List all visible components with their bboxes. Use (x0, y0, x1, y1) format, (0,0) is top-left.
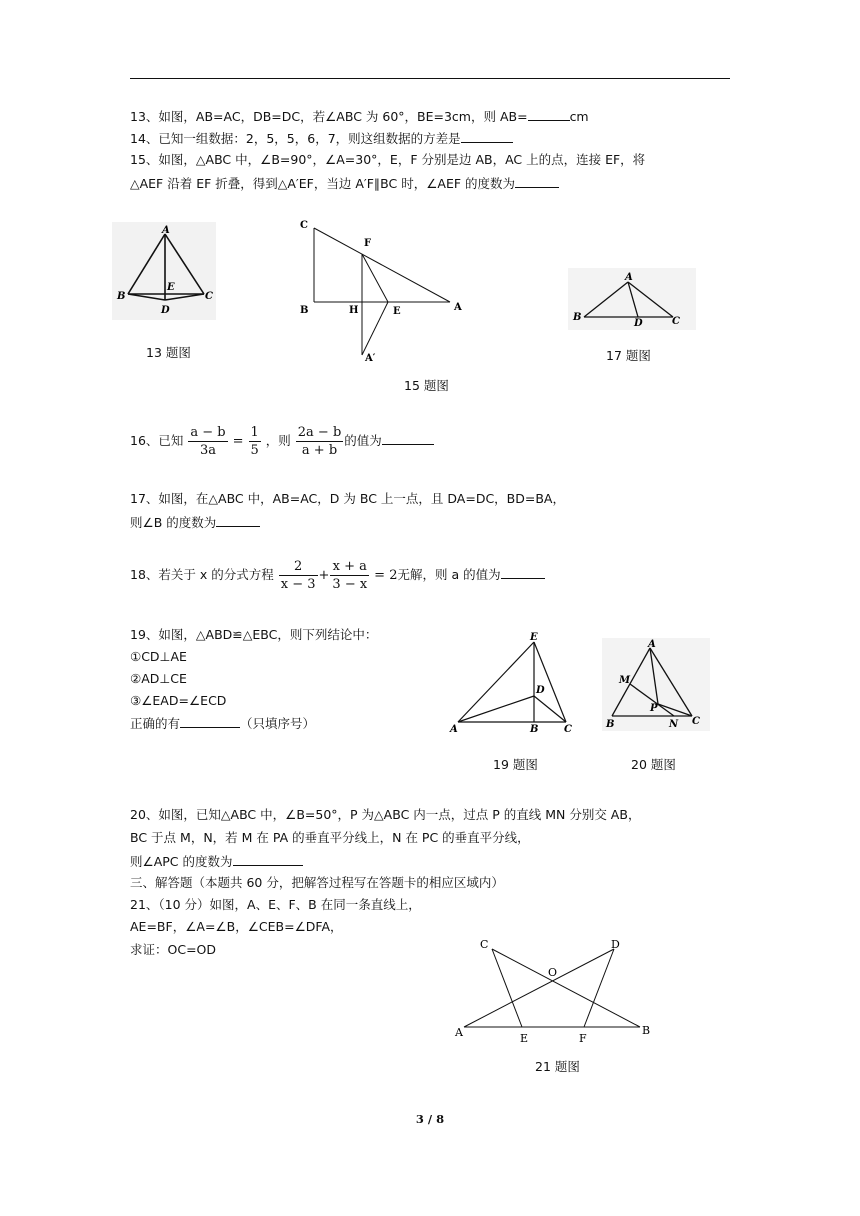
label-B: B (573, 312, 582, 323)
label-E: E (393, 306, 401, 317)
label-C: C (480, 938, 489, 951)
label-B: B (606, 719, 615, 730)
figure-19 (446, 632, 586, 740)
question-21-line1: 21、（10 分）如图，A、E、F、B 在同一条直线上， (130, 897, 421, 912)
fraction-1: $\frac{2}{x - 3}$ (280, 559, 316, 592)
question-21-line3: 求证：OC=OD (130, 942, 217, 957)
question-20-line1: 20、如图，已知△ABC 中，∠B=50°，P 为△ABC 内一点，过点 P 的直线 MN 分别交 AB， (130, 807, 641, 822)
question-19-option-3: ③∠EAD=∠ECD (130, 693, 227, 708)
figure-15 (292, 212, 472, 372)
label-B: B (642, 1024, 651, 1037)
label-H: H (349, 305, 359, 316)
label-F: F (579, 1032, 587, 1045)
caption-13: 13 题图 (146, 345, 191, 360)
caption-17: 17 题图 (606, 348, 651, 363)
answer-blank (382, 431, 434, 445)
label-O: O (548, 966, 558, 979)
label-M: M (619, 675, 631, 686)
page-number: 3 / 8 (415, 1112, 445, 1126)
label-A: A (455, 1026, 463, 1039)
caption-15: 15 题图 (404, 378, 449, 393)
label-E: E (520, 1032, 529, 1045)
answer-blank (180, 714, 240, 728)
fraction-2: $\frac{x + a}{3 - x}$ (332, 559, 368, 592)
answer-blank (461, 129, 513, 143)
figure-21 (450, 930, 660, 1045)
label-C: C (564, 724, 572, 735)
label-E: E (167, 282, 175, 293)
question-15-line1: 15、如图，△ABC 中，∠B=90°，∠A=30°，E，F 分别是边 AB，AC 上的点，连接 EF，将 (130, 152, 646, 167)
label-N: N (669, 719, 679, 730)
label-C: C (672, 316, 680, 327)
question-17-line1: 17、如图，在△ABC 中，AB=AC，D 为 BC 上一点，且 DA=DC，BD=BA， (130, 491, 565, 506)
question-20-line2: BC 于点 M，N，若 M 在 PA 的垂直平分线上，N 在 PC 的垂直平分线， (130, 830, 530, 845)
label-A: A (625, 272, 633, 283)
caption-19: 19 题图 (493, 757, 538, 772)
label-B: B (530, 724, 539, 735)
question-15-line2: △AEF 沿着 EF 折叠，得到△A′EF，当边 A′F∥BC 时，∠AEF 的度数为 (130, 174, 559, 193)
question-18: 18、若关于 x 的分式方程 $\frac{2}{x - 3}$ + $\frac{x + a}{3 - x}$ = 2无解，则 a 的值为 (130, 558, 545, 593)
question-14: 14、已知一组数据：2，5，5，6，7，则这组数据的方差是 (130, 129, 513, 148)
label-C: C (692, 716, 700, 727)
question-21-line2: AE=BF，∠A=∠B，∠CEB=∠DFA， (130, 919, 343, 934)
label-D: D (611, 938, 620, 951)
question-19-option-2: ②AD⊥CE (130, 671, 187, 686)
section-3-title: 三、解答题（本题共 60 分，把解答过程写在答题卡的相应区域内） (130, 875, 504, 890)
header-rule (130, 78, 730, 79)
answer-blank (216, 513, 260, 527)
question-19-line1: 19、如图，△ABD≌△EBC，则下列结论中： (130, 627, 378, 642)
question-20-line3: 则∠APC 的度数为 (130, 852, 303, 871)
figure-20 (602, 638, 712, 733)
caption-20: 20 题图 (631, 757, 676, 772)
answer-blank (515, 174, 559, 188)
label-D: D (161, 305, 170, 316)
question-13: 13、如图，AB=AC，DB=DC，若∠ABC 为 60°，BE=3cm，则 AB= cm (130, 109, 589, 124)
caption-21: 21 题图 (535, 1059, 580, 1074)
answer-blank (501, 565, 545, 579)
question-16: 16、已知 $\frac{a - b}{3a}$ = $\frac{1}{5}$ ，则 $\frac{2a - b}{a + b}$ 的值为 (130, 424, 434, 459)
question-19-option-1: ①CD⊥AE (130, 649, 187, 664)
answer-blank (233, 852, 303, 866)
label-A: A (648, 639, 656, 650)
figure-13 (110, 220, 220, 325)
label-A: A (450, 724, 458, 735)
question-19-answer: 正确的有 （只填序号） (130, 716, 316, 731)
label-C: C (300, 220, 308, 231)
figure-17 (568, 268, 698, 333)
question-17-line2: 则∠B 的度数为 (130, 513, 260, 532)
label-E: E (530, 632, 538, 643)
label-F: F (364, 238, 372, 249)
fraction-2: $\frac{1}{5}$ (250, 425, 259, 458)
label-A: A (162, 225, 170, 236)
label-A-prime: A′ (365, 353, 376, 364)
label-A: A (454, 302, 462, 313)
answer-blank (528, 107, 570, 121)
label-B: B (117, 291, 126, 302)
fraction-3: $\frac{2a - b}{a + b}$ (297, 425, 342, 458)
fraction-1: $\frac{a - b}{3a}$ (190, 425, 226, 458)
label-B: B (300, 305, 309, 316)
label-P: P (650, 703, 658, 714)
label-C: C (205, 291, 213, 302)
label-D: D (536, 685, 545, 696)
label-D: D (634, 318, 643, 329)
